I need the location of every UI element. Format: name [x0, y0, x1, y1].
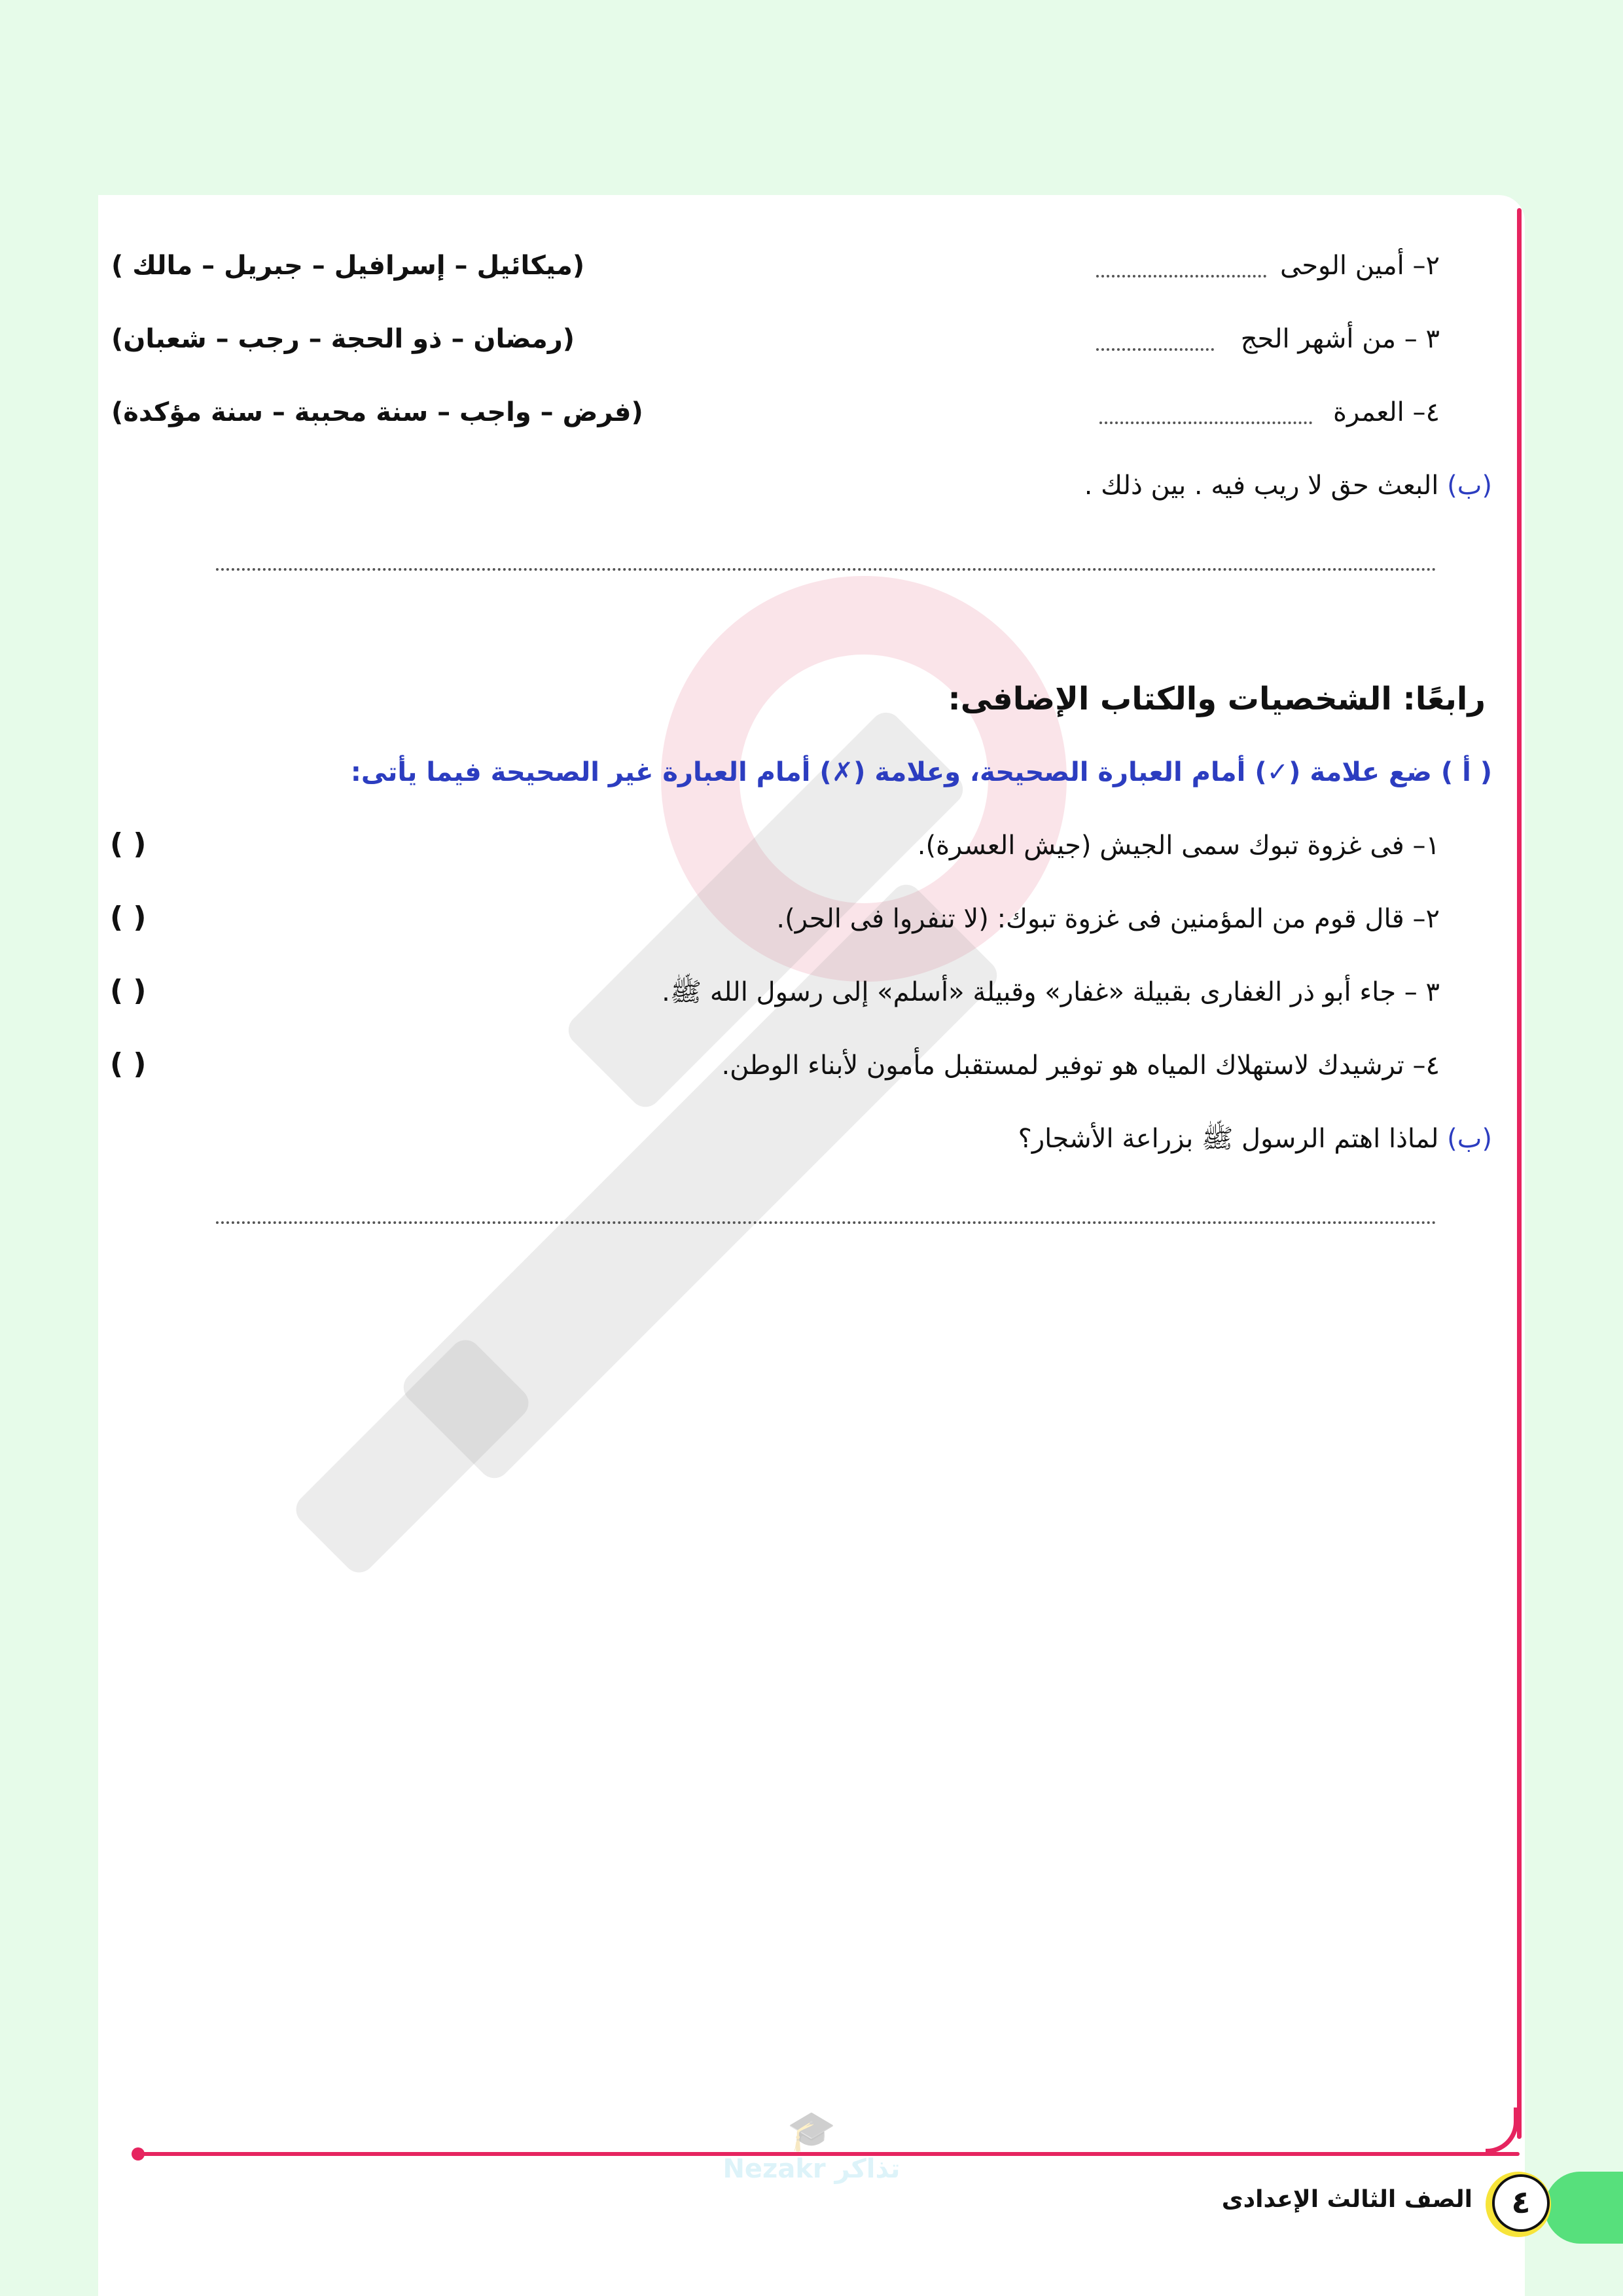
question-2: ٢– أمين الوحى — [1279, 251, 1440, 281]
section-title: رابعًا: الشخصيات والكتاب الإضافى: — [948, 681, 1486, 717]
question-b-text: البعث حق لا ريب فيه . بين ذلك . — [1084, 471, 1439, 501]
publisher-logo — [713, 2108, 910, 2225]
worksheet-page — [98, 195, 1525, 2296]
statement-3: ٣ – جاء أبو ذر الغفارى بقبيلة «غفار» وقبيلة «أسلم» إلى رسول الله ﷺ. — [662, 977, 1440, 1007]
question-b-text: لماذا اهتم الرسول ﷺ بزراعة الأشجار؟ — [1018, 1124, 1439, 1154]
label-b: (ب) — [1447, 1124, 1492, 1154]
footer-tab — [1544, 2172, 1623, 2244]
question-b-part1 — [1084, 470, 1492, 501]
answer-line[interactable] — [216, 1221, 1436, 1224]
graduation-cap-icon: 🎓 — [787, 2108, 836, 2154]
question-3: ٣ – من أشهر الحج — [1240, 324, 1440, 354]
answer-line[interactable] — [216, 568, 1436, 571]
answer-box[interactable]: ( ) — [110, 901, 147, 934]
answer-line[interactable] — [1096, 348, 1214, 351]
statement-1: ١– فى غزوة تبوك سمى الجيش (جيش العسرة). — [917, 831, 1440, 861]
options-3: (رمضان – ذو الحجة – رجب – شعبان) — [111, 324, 575, 354]
instruction-a: ( أ ) ضع علامة (✓) أمام العبارة الصحيحة، وعلامة (✗) أمام العبارة غير الصحيحة فيما يأتى: — [350, 757, 1492, 787]
question-4: ٤– العمرة — [1333, 397, 1440, 427]
answer-line[interactable] — [1096, 275, 1266, 278]
grade-label: الصف الثالث الإعدادى — [1221, 2186, 1472, 2213]
statement-2: ٢– قال قوم من المؤمنين فى غزوة تبوك: (لا تنفروا فى الحر). — [776, 904, 1440, 934]
answer-box[interactable]: ( ) — [110, 827, 147, 861]
page-border-dot — [132, 2147, 145, 2161]
logo-text: تذاكر Nezakr — [722, 2154, 901, 2184]
options-4: (فرض – واجب – سنة محببة – سنة مؤكدة) — [111, 397, 643, 427]
statement-4: ٤– ترشيدك لاستهلاك المياه هو توفير لمستقبل مأمون لأبناء الوطن. — [721, 1050, 1440, 1081]
page-border-right — [1517, 208, 1522, 2139]
question-b-section4 — [1018, 1123, 1492, 1155]
answer-line[interactable] — [1099, 422, 1312, 424]
label-b: (ب) — [1447, 471, 1492, 501]
page-number: ٤ — [1492, 2174, 1550, 2232]
answer-box[interactable]: ( ) — [110, 1047, 147, 1081]
options-2: (ميكائيل – إسرافيل – جبريل – مالك ) — [111, 251, 585, 281]
answer-box[interactable]: ( ) — [110, 974, 147, 1007]
